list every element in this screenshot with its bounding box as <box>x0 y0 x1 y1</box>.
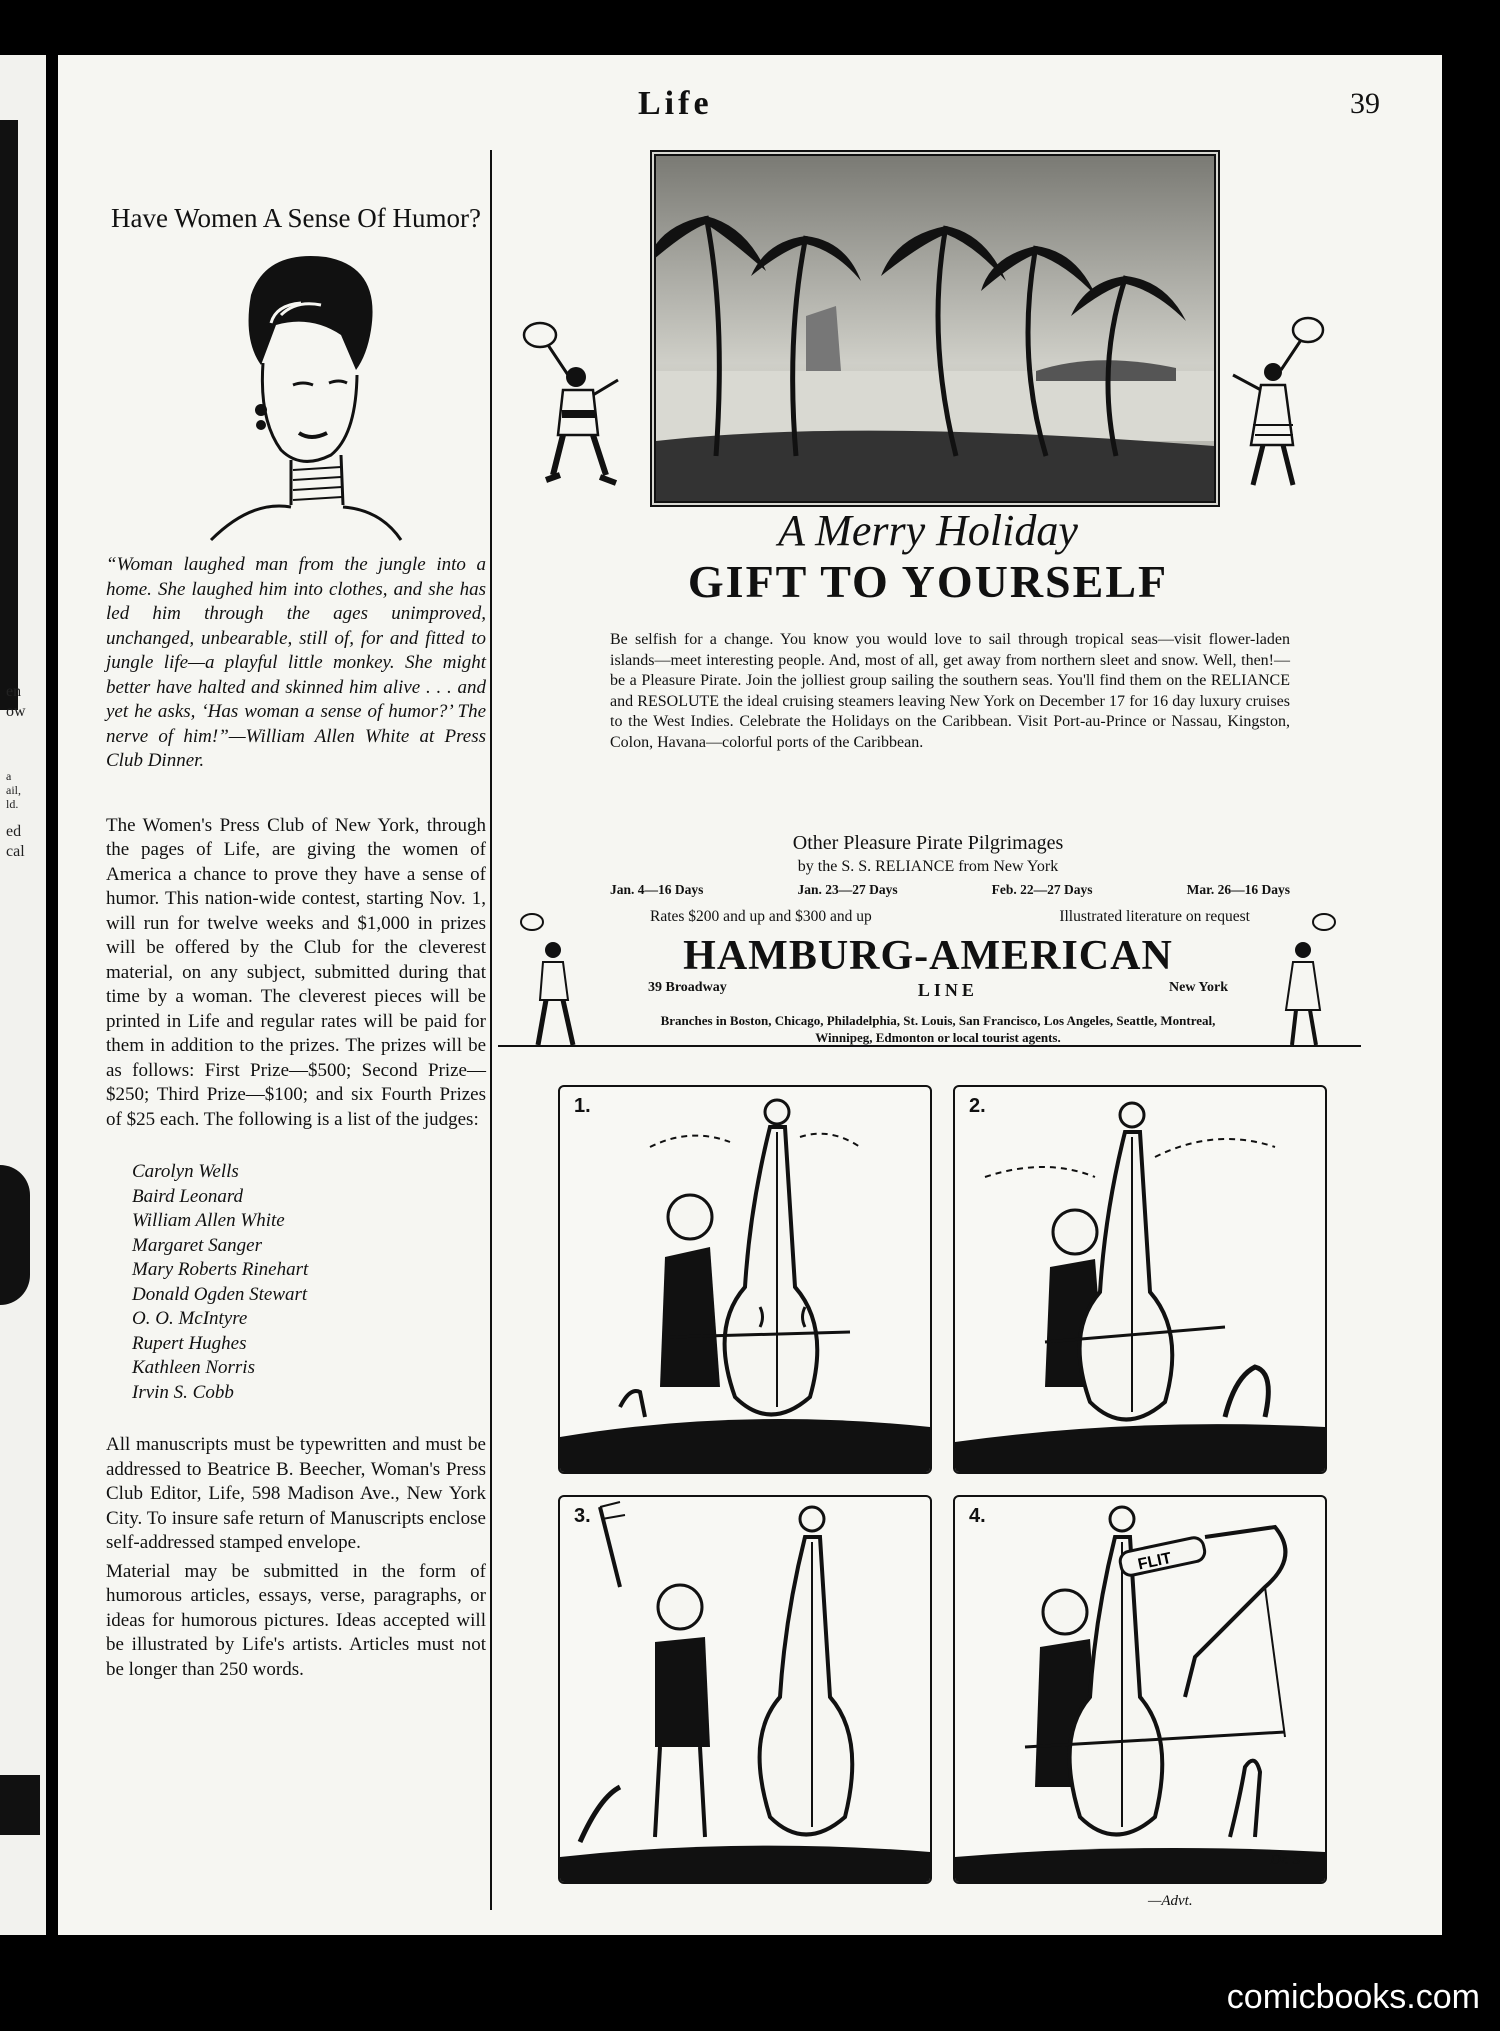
article-paragraph: Material may be submitted in the form of humorous articles, essays, verse, paragraphs, or ideas for humorous pictures. Ideas accepted will be illustrated by Life's artists. Articles must not be longer than 250 words. <box>106 1560 486 1680</box>
adjacent-page-dark-block <box>0 120 18 710</box>
adjacent-text-fragment: ed <box>6 823 22 840</box>
ad-address-left: 39 Broadway <box>648 980 727 995</box>
article-column <box>106 150 486 1710</box>
ad-brand-name: HAMBURG-AMERICAN <box>683 933 1173 979</box>
cruise-dates <box>610 882 1290 898</box>
ad-address-line <box>648 980 1228 1001</box>
adjacent-text-fragment: ow <box>6 703 26 720</box>
ad-rates: Rates $200 and up and $300 and up <box>650 908 872 925</box>
judge-name: Irvin S. Cobb <box>132 1381 234 1403</box>
advertisement-mark: —Advt. <box>1148 1893 1193 1909</box>
comic-panel <box>558 1085 932 1474</box>
hamburg-american-line-ad <box>518 150 1338 1045</box>
adjacent-page-strip <box>0 55 46 1935</box>
magazine-name: Life <box>638 85 713 122</box>
ad-script-headline: A Merry Holiday <box>778 506 1078 555</box>
flapper-figure-illustration <box>1213 310 1333 500</box>
judge-name: Baird Leonard <box>132 1185 244 1207</box>
ad-rates-line <box>650 908 1250 926</box>
tropical-palm-scene-photo <box>650 150 1220 507</box>
panel-number: 3. <box>574 1505 591 1527</box>
adjacent-text-fragment: en <box>6 683 22 700</box>
panel-number: 2. <box>969 1095 986 1117</box>
judge-name: Rupert Hughes <box>132 1332 247 1354</box>
pirate-figure-illustration <box>518 315 638 495</box>
article-paragraph: All manuscripts must be typewritten and must be addressed to Beatrice B. Beecher, Woman's Press Club Editor, Life, 598 Madison Ave., New York City. To insure safe return of Manuscripts enclose self-addressed stamped envelope. <box>106 1434 486 1553</box>
cruise-date: Jan. 23—27 Days <box>797 882 898 897</box>
judge-name: William Allen White <box>132 1210 285 1231</box>
judges-list <box>106 1160 486 1405</box>
ad-address-right: New York <box>1169 980 1228 995</box>
comic-strip <box>558 1085 1328 1885</box>
adjacent-page-illustration <box>0 1165 30 1305</box>
judge-name: Kathleen Norris <box>132 1357 255 1378</box>
comic-panel <box>953 1085 1327 1474</box>
judge-name: O. O. McIntyre <box>132 1308 248 1329</box>
judge-name: Carolyn Wells <box>132 1161 239 1182</box>
magazine-page <box>58 55 1442 1935</box>
cruise-date: Mar. 26—16 Days <box>1186 882 1290 897</box>
running-head <box>58 85 1442 125</box>
spray-can-label: FLIT <box>1136 1549 1174 1574</box>
article-title: Have Women A Sense Of Humor? <box>110 203 481 233</box>
cruise-date: Jan. 4—16 Days <box>610 882 704 897</box>
judge-name: Mary Roberts Rinehart <box>132 1259 309 1280</box>
adjacent-text-fragment: ld. <box>6 797 19 811</box>
adjacent-text-fragment: ail, <box>6 783 21 797</box>
adjacent-page-illustration <box>0 1775 40 1835</box>
panel-number: 4. <box>969 1505 986 1527</box>
comic-panel <box>953 1495 1327 1884</box>
column-rule <box>490 150 492 1910</box>
section-rule <box>498 1045 1361 1047</box>
page-number: 39 <box>1350 87 1380 120</box>
source-watermark: comicbooks.com <box>1226 1978 1480 2016</box>
ad-headline: GIFT TO YOURSELF <box>687 556 1169 607</box>
woman-portrait-illustration <box>181 245 411 545</box>
comic-panel <box>558 1495 932 1884</box>
article-paragraph: The Women's Press Club of New York, through the pages of Life, are giving the women of America a chance to prove they have a sense of humor. This nation-wide contest, starting Nov. 1, will run for twelve weeks and $1,000 in prizes will be offered by the Club for the cleverest material, on any subject, submitted during that time by a woman. The cleverest pieces will be printed in Life and regular rates will be paid for them in addition to the prizes. The prizes will be as follows: First Prize—$500; Second Prize—$250; Third Prize—$100; and six Fourth Prizes of $25 each. The following is a list of the judges: <box>106 814 486 1130</box>
cruise-date: Feb. 22—27 Days <box>991 882 1093 897</box>
artist-signature: Dr. S <box>1269 1852 1300 1868</box>
ad-brand-line: LINE <box>917 980 978 1000</box>
judge-name: Margaret Sanger <box>132 1234 262 1256</box>
panel-number: 1. <box>574 1095 591 1117</box>
article-quote: “Woman laughed man from the jungle into a home. She laughed him into clothes, and she has led him through the ages unimproved, unchanged, unbearable, still of, for and fitted to jungle life—a playful little monkey. She might better have halted and skinned him alive . . . and yet he asks, ‘Has woman a sense of humor?’ The nerve of him!”—William Allen White at Press Club Dinner. <box>106 554 486 771</box>
judge-name: Donald Ogden Stewart <box>132 1283 308 1305</box>
ad-sub-line: by the S. S. RELIANCE from New York <box>797 858 1059 875</box>
ad-sub-headline: Other Pleasure Pirate Pilgrimages <box>792 832 1064 854</box>
ad-body-copy: Be selfish for a change. You know you would love to sail through tropical seas—visit flower-laden islands—meet interesting people. And, most of all, get away from northern sleet and snow. Well, then!—be a Pleasure Pirate. Join the jolliest group sailing the southern seas. You'll find them on the RELIANCE and RESOLUTE the ideal cruising steamers leaving New York on December 17 for 16 day luxury cruises to the West Indies. Celebrate the Holidays on the Caribbean. Visit Port-au-Prince or Nassau, Kingston, Colon, Havana—colorful ports of the Caribbean. <box>610 631 1290 751</box>
ad-literature: Illustrated literature on request <box>1059 908 1250 925</box>
adjacent-text-fragment: a <box>6 769 12 783</box>
adjacent-text-fragment: cal <box>6 843 25 860</box>
ad-branches: Branches in Boston, Chicago, Philadelphia, St. Louis, San Francisco, Los Angeles, Seattle, Montreal, Winnipeg, Edmonton or local tourist agents. <box>660 1013 1216 1045</box>
